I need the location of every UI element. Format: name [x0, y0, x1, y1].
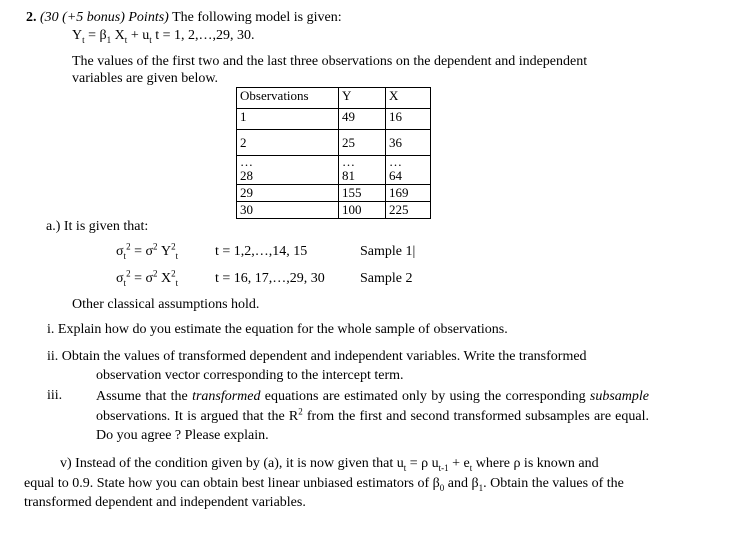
text-run: equal to 0.9. State how you can obtain best linear unbiased estimators of β: [24, 476, 440, 491]
table-cell: 81: [339, 168, 386, 185]
item-iii-label: iii.: [47, 388, 63, 403]
item-v-line2: [24, 475, 624, 492]
model-sub-t1: t: [82, 34, 85, 45]
table-cell: 29: [237, 185, 339, 202]
condition-2-formula: [116, 270, 178, 287]
table-row: [237, 130, 431, 156]
observations-table: [236, 87, 431, 219]
sup-2: 2: [171, 268, 176, 279]
sub-t-minus-1: t-1: [438, 462, 449, 473]
table-cell: …: [386, 156, 431, 169]
table-cell: 1: [237, 109, 339, 130]
table-row: [237, 109, 431, 130]
sub-t: t: [123, 250, 127, 261]
text-run: observations. It is argued that the R: [96, 408, 299, 424]
text-run: . Obtain the values of the: [483, 476, 624, 491]
table-cell: 25: [339, 130, 386, 156]
text-run: + e: [448, 456, 470, 471]
item-iii-text: [96, 387, 649, 446]
table-header-row: [237, 88, 431, 109]
text-run: v) Instead of the condition given by (a), it is now given that u: [60, 456, 404, 471]
rhs-sigma: = σ: [130, 244, 154, 259]
part-a-label: a.) It is given that:: [46, 219, 149, 234]
question-heading: [26, 9, 342, 26]
item-v-line3: transformed dependent and independent variables.: [24, 495, 306, 510]
sub-1: 1: [478, 482, 484, 493]
table-cell: 16: [386, 109, 431, 130]
table-cell: …: [339, 156, 386, 169]
sub-t: t: [469, 462, 473, 473]
table-cell: 64: [386, 168, 431, 185]
table-cell: 155: [339, 185, 386, 202]
sup-2: 2: [153, 268, 158, 279]
table-cell: 225: [386, 202, 431, 219]
model-u: + u: [127, 28, 150, 43]
text-run-italic: subsample: [589, 389, 649, 404]
model-sub-t2: t: [124, 34, 128, 45]
header-observations: Observations: [237, 88, 339, 109]
sup-2: 2: [171, 241, 176, 252]
text-run-italic: transformed: [192, 389, 261, 404]
sup-2: 2: [126, 241, 131, 252]
condition-1-range: t = 1,2,…,14, 15: [215, 244, 308, 259]
sup-2: 2: [153, 241, 158, 252]
table-cell: 30: [237, 202, 339, 219]
condition-1-sample: Sample 1|: [360, 244, 416, 259]
variable-y: Y: [157, 244, 172, 259]
table-cell: 100: [339, 202, 386, 219]
model-y: Y: [72, 28, 83, 43]
table-cell: 36: [386, 130, 431, 156]
data-description-line1: The values of the first two and the last three observations on the dependent and independent: [72, 54, 588, 69]
text-run: from the first and second transformed subsamples are equal. Do you agree ? Please explain.: [96, 408, 649, 443]
table-cell: 28: [237, 168, 339, 185]
model-equation: [72, 27, 255, 44]
text-run: = ρ u: [406, 456, 439, 471]
other-assumptions: Other classical assumptions hold.: [72, 297, 260, 312]
model-beta: = β: [84, 28, 107, 43]
sup-2: 2: [126, 268, 131, 279]
condition-2-sample: Sample 2: [360, 271, 413, 286]
table-cell: 169: [386, 185, 431, 202]
question-number: 2.: [26, 10, 37, 25]
table-cell: 49: [339, 109, 386, 130]
item-v-line1: [60, 455, 599, 472]
table-row: [237, 185, 431, 202]
rhs-sigma: = σ: [130, 271, 154, 286]
question-intro: The following model is given:: [172, 10, 342, 25]
sub-t: t: [123, 277, 127, 288]
model-sub-1: 1: [106, 34, 112, 45]
item-ii-line1: ii. Obtain the values of transformed dependent and independent variables. Write the transformed: [47, 349, 587, 364]
sub-t: t: [175, 250, 179, 261]
text-run: and β: [444, 476, 479, 491]
model-range: t = 1, 2,…,29, 30.: [151, 28, 255, 43]
question-points: (30 (+5 bonus) Points): [40, 10, 169, 25]
sub-0: 0: [439, 482, 445, 493]
sub-t: t: [175, 277, 179, 288]
item-i: i. Explain how do you estimate the equation for the whole sample of observations.: [47, 322, 508, 337]
condition-1-formula: [116, 243, 178, 260]
table-cell: …: [237, 156, 339, 169]
header-y: Y: [339, 88, 386, 109]
table-row: [237, 202, 431, 219]
model-sub-t3: t: [149, 34, 152, 45]
model-x: X: [111, 28, 125, 43]
text-run: equations are estimated only by using the corresponding: [260, 389, 590, 404]
text-run: where ρ is known and: [472, 456, 599, 471]
condition-2-range: t = 16, 17,…,29, 30: [215, 271, 325, 286]
sigma-symbol: σ: [116, 244, 124, 259]
text-run: Assume that the: [96, 389, 193, 404]
variable-x: X: [157, 271, 172, 286]
data-description-line2: variables are given below.: [72, 71, 219, 86]
sup-2: 2: [298, 405, 303, 416]
item-ii-line2: observation vector corresponding to the intercept term.: [96, 368, 404, 383]
table-row: [237, 168, 431, 185]
table-cell: 2: [237, 130, 339, 156]
sigma-symbol: σ: [116, 271, 124, 286]
table-row: [237, 156, 431, 169]
sub-t: t: [403, 462, 407, 473]
header-x: X: [386, 88, 431, 109]
